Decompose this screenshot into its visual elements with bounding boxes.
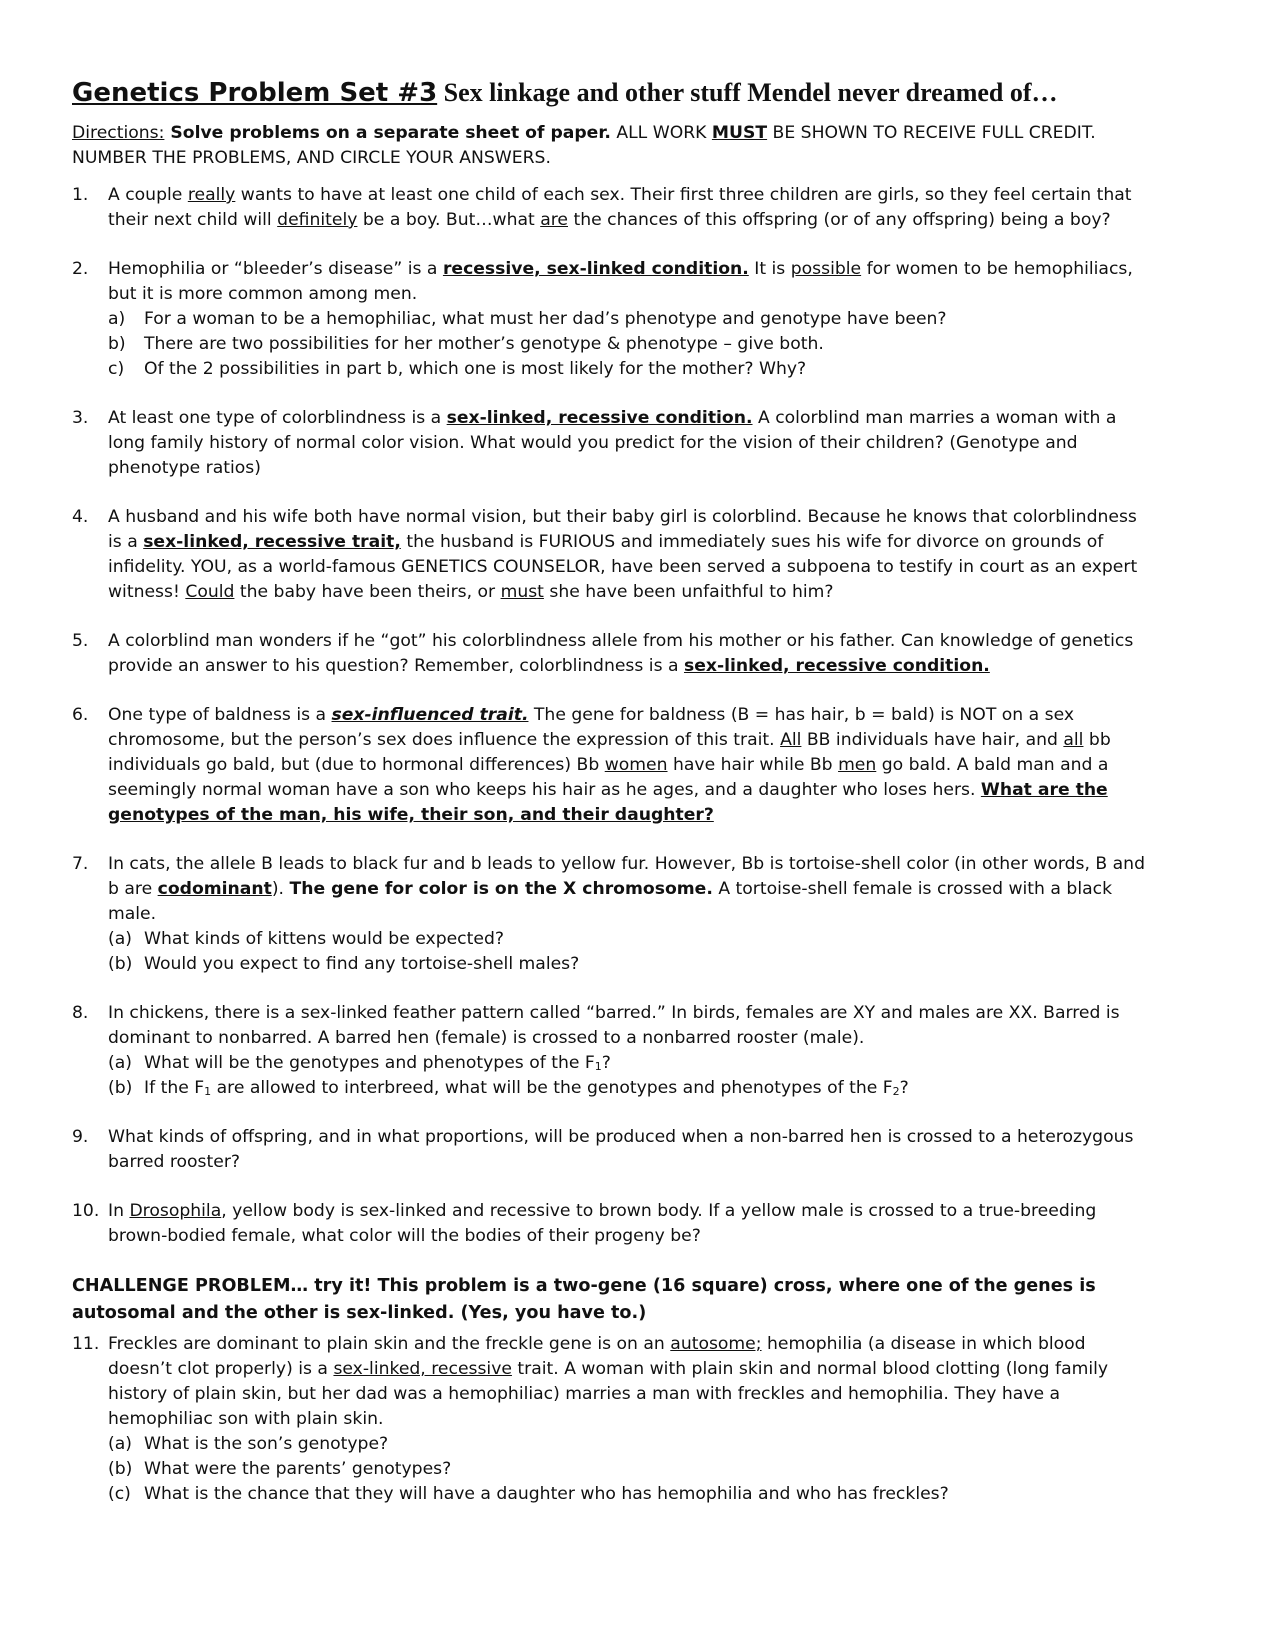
problem-number: 5.	[72, 631, 89, 651]
problem-2	[72, 257, 1152, 382]
problem-text: One type of baldness is a	[108, 705, 332, 725]
directions-text: ALL WORK	[610, 123, 712, 143]
problem-6	[72, 703, 1152, 828]
subquestion-c	[108, 1482, 1152, 1507]
subquestion-text: ?	[601, 1053, 611, 1073]
problem-emphasis: all	[1063, 730, 1084, 750]
subquestion-label: (a)	[108, 1434, 132, 1454]
problem-text: hemophilia (a disease in which blood doesn’t clot properly) is a	[108, 1334, 1086, 1379]
problem-emphasis: really	[187, 185, 236, 205]
title-main: Genetics Problem Set #3	[72, 78, 438, 108]
subquestion-text: ?	[899, 1078, 909, 1098]
subquestion-text: What will be the genotypes and phenotypes of the F	[144, 1053, 595, 1073]
subquestion-b	[108, 952, 1152, 977]
problem-text: What kinds of offspring, and in what proportions, will be produced when a non-barred hen is crossed to a heterozygous barred rooster?	[108, 1127, 1134, 1172]
problem-text: Hemophilia or “bleeder’s disease” is a	[108, 259, 443, 279]
subquestion-text: What were the parents’ genotypes?	[144, 1459, 452, 1479]
problem-text: BB individuals have hair, and	[801, 730, 1064, 750]
subquestion-text: are allowed to interbreed, what will be the genotypes and phenotypes of the F	[211, 1078, 893, 1098]
problem-key-term: sex-linked, recessive condition.	[683, 656, 990, 676]
problem-emphasis: sex-linked, recessive	[333, 1359, 512, 1379]
worksheet-page	[72, 74, 1152, 1531]
page-title	[72, 74, 1152, 115]
problem-key-term: codominant	[157, 879, 272, 899]
subquestion-a	[108, 307, 1152, 332]
problem-text: The gene for baldness (B = has hair, b = bald) is NOT on a sex chromosome, but the person’s sex does influence the expression of this trait.	[108, 705, 1075, 750]
problem-text: Freckles are dominant to plain skin and the freckle gene is on an	[108, 1334, 671, 1354]
problem-emphasis: definitely	[277, 210, 358, 230]
subquestion-a	[108, 1432, 1152, 1457]
problem-text: she have been unfaithful to him?	[543, 582, 834, 602]
problem-text: A colorblind man marries a woman with a long family history of normal color vision. What would you predict for the vision of their children? (Genotype and phenotype ratios)	[108, 408, 1117, 478]
problem-emphasis: possible	[790, 259, 862, 279]
problem-number: 2.	[72, 259, 89, 279]
problem-emphasis: All	[780, 730, 802, 750]
problem-text: bb individuals go bald, but (due to hormonal differences) Bb	[108, 730, 1111, 775]
subquestion-text: Of the 2 possibilities in part b, which one is most likely for the mother? Why?	[144, 359, 807, 379]
subscript: 1	[204, 1085, 212, 1098]
problem-8	[72, 1001, 1152, 1101]
subquestion-b	[108, 1457, 1152, 1482]
problem-emphasis: autosome;	[670, 1334, 762, 1354]
subquestion-c	[108, 357, 1152, 382]
problem-4	[72, 505, 1152, 605]
problem-text: In chickens, there is a sex-linked feather pattern called “barred.” In birds, females are XY and males are XX. Barred is dominant to nonbarred. A barred hen (female) is crossed to a nonbarred rooster (male).	[108, 1003, 1120, 1048]
subquestion-a	[108, 1051, 1152, 1076]
directions-text: BE SHOWN TO RECEIVE FULL CREDIT. NUMBER THE PROBLEMS, AND CIRCLE YOUR ANSWERS.	[72, 123, 1096, 168]
subquestion-label: (a)	[108, 929, 132, 949]
problem-key-term: sex-influenced trait.	[331, 705, 529, 725]
problem-number: 7.	[72, 854, 89, 874]
problem-text: In	[108, 1201, 130, 1221]
problem-text: A husband and his wife both have normal vision, but their baby girl is colorblind. Because he knows that colorblindness is a	[108, 507, 1137, 552]
problem-key-term: sex-linked, recessive trait,	[143, 532, 401, 552]
problem-text: A couple	[108, 185, 188, 205]
problem-text: trait. A woman with plain skin and normal blood clotting (long family history of plain skin, but her dad was a hemophiliac) marries a man with freckles and hemophilia. They have a hemophiliac son with plain skin.	[108, 1359, 1109, 1429]
subquestion-text: There are two possibilities for her mother’s genotype & phenotype – give both.	[144, 334, 824, 354]
problem-number: 10.	[72, 1201, 100, 1221]
problem-text: , yellow body is sex-linked and recessive to brown body. If a yellow male is crossed to a true-breeding brown-bodied female, what color will the bodies of their progeny be?	[108, 1201, 1097, 1246]
subscript: 2	[892, 1085, 900, 1098]
subquestion-text: Would you expect to find any tortoise-shell males?	[144, 954, 580, 974]
directions-label: Directions:	[72, 123, 165, 143]
subquestion-b	[108, 332, 1152, 357]
problem-text: ).	[271, 879, 290, 899]
subquestion-label: b)	[108, 334, 126, 354]
problem-text: be a boy. But…what	[357, 210, 541, 230]
problem-text: A tortoise-shell female is crossed with a black male.	[108, 879, 1113, 924]
subquestion-text: What kinds of kittens would be expected?	[144, 929, 504, 949]
subquestion-a	[108, 927, 1152, 952]
directions-must: MUST	[711, 123, 768, 143]
subquestion-label: (c)	[108, 1484, 131, 1504]
subquestion-label: a)	[108, 309, 126, 329]
title-subtitle: Sex linkage and other stuff Mendel never dreamed of…	[437, 78, 1058, 107]
problem-text: the baby have been theirs, or	[234, 582, 501, 602]
directions-bold: Solve problems on a separate sheet of paper.	[164, 123, 611, 143]
subquestion-text: If the F	[144, 1078, 205, 1098]
problem-bold-statement: The gene for color is on the X chromosome.	[289, 879, 713, 899]
problem-11	[72, 1332, 1152, 1507]
problem-number: 3.	[72, 408, 89, 428]
problem-emphasis: Could	[185, 582, 235, 602]
problem-number: 9.	[72, 1127, 89, 1147]
problem-text: go bald. A bald man and a seemingly normal woman have a son who keeps his hair as he ages, and a daughter who loses hers.	[108, 755, 1109, 800]
problem-emphasis: men	[838, 755, 877, 775]
problem-9	[72, 1125, 1152, 1175]
problem-3	[72, 406, 1152, 481]
subquestion-label: (b)	[108, 1459, 133, 1479]
subquestion-label: (b)	[108, 954, 133, 974]
problem-emphasis: Drosophila	[129, 1201, 222, 1221]
problem-10	[72, 1199, 1152, 1249]
problem-text: wants to have at least one child of each sex. Their first three children are girls, so they feel certain that their next child will	[108, 185, 1132, 230]
problem-number: 6.	[72, 705, 89, 725]
problem-text: have hair while Bb	[667, 755, 839, 775]
problem-emphasis: are	[540, 210, 568, 230]
problem-text: At least one type of colorblindness is a	[108, 408, 447, 428]
problem-text: the chances of this offspring (or of any offspring) being a boy?	[568, 210, 1111, 230]
problem-5	[72, 629, 1152, 679]
problem-7	[72, 852, 1152, 977]
problem-key-term: sex-linked, recessive condition.	[446, 408, 753, 428]
challenge-heading: CHALLENGE PROBLEM… try it! This problem is a two-gene (16 square) cross, where one of the genes is autosomal and the other is sex-linked. (Yes, you have to.)	[72, 1276, 1096, 1323]
problem-1	[72, 183, 1152, 233]
subquestion-b	[108, 1076, 1152, 1101]
problem-number: 8.	[72, 1003, 89, 1023]
problem-text: It is	[748, 259, 791, 279]
subquestion-label: (a)	[108, 1053, 132, 1073]
problem-number: 11.	[72, 1334, 100, 1354]
problem-emphasis: must	[500, 582, 544, 602]
problem-key-term: recessive, sex-linked condition.	[442, 259, 749, 279]
problem-text: In cats, the allele B leads to black fur and b leads to yellow fur. However, Bb is tortoise-shell color (in other words, B and b are	[108, 854, 1145, 899]
subquestion-text: What is the chance that they will have a daughter who has hemophilia and who has freckles?	[144, 1484, 949, 1504]
subquestion-text: For a woman to be a hemophiliac, what must her dad’s phenotype and genotype have been?	[144, 309, 947, 329]
problem-emphasis: women	[604, 755, 668, 775]
subquestion-text: What is the son’s genotype?	[144, 1434, 389, 1454]
problem-number: 1.	[72, 185, 89, 205]
directions	[72, 121, 1152, 171]
problem-text: A colorblind man wonders if he “got” his colorblindness allele from his mother or his father. Can knowledge of genetics provide an answer to his question? Remember, colorblindness is a	[108, 631, 1134, 676]
problem-text: for women to be hemophiliacs, but it is more common among men.	[108, 259, 1133, 304]
subquestion-label: (b)	[108, 1078, 133, 1098]
problem-number: 4.	[72, 507, 89, 527]
problem-question: What are the genotypes of the man, his wife, their son, and their daughter?	[108, 780, 1108, 825]
subscript: 1	[594, 1060, 602, 1073]
subquestion-label: c)	[108, 359, 125, 379]
problem-text: the husband is FURIOUS and immediately sues his wife for divorce on grounds of infidelity. YOU, as a world-famous GENETICS COUNSELOR, have been served a subpoena to testify in court as an expert witness!	[108, 532, 1138, 602]
